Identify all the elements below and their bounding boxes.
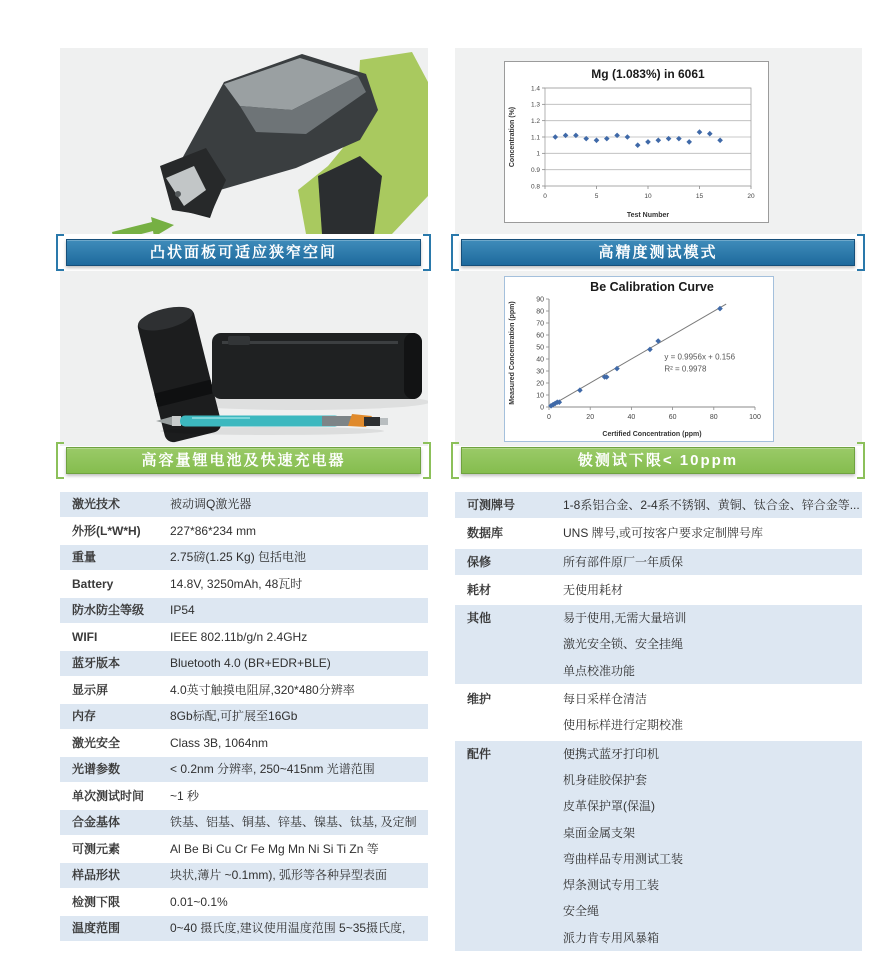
banner-bar: [461, 447, 855, 474]
spec-row: [60, 731, 428, 756]
svg-text:20: 20: [586, 414, 595, 421]
spec-group: [455, 686, 862, 739]
spec-label: 温度范围: [72, 921, 121, 935]
spec-row: [60, 863, 428, 888]
spec-label: 激光安全: [72, 735, 121, 750]
spec-label: 显示屏: [72, 682, 109, 697]
svg-text:Be Calibration Curve: Be Calibration Curve: [590, 280, 714, 294]
spec-value: 14.8V, 3250mAh, 48瓦时: [170, 576, 303, 591]
svg-text:60: 60: [668, 414, 677, 421]
spec-row: [60, 572, 428, 597]
spec-value: IP54: [170, 603, 195, 617]
svg-text:Certified Concentration (ppm): Certified Concentration (ppm): [602, 431, 702, 438]
bracket-right-icon: [423, 234, 431, 271]
spec-value: 激光安全锁、安全挂绳: [563, 637, 684, 652]
spec-value: 被动调Q激光器: [170, 497, 252, 511]
spec-value: Al Be Bi Cu Cr Fe Mg Mn Ni Si Ti Zn 等: [170, 841, 379, 856]
spec-label: 合金基体: [72, 815, 121, 829]
spec-value: 块状,薄片 ~0.1mm), 弧形等各种异型表面: [170, 868, 388, 882]
svg-text:1.3: 1.3: [530, 101, 540, 109]
spec-group: [455, 741, 862, 951]
bracket-left-icon: [451, 442, 459, 479]
svg-text:R² = 0.9978: R² = 0.9978: [664, 364, 707, 374]
spec-value: 4.0英寸触摸电阻屏,320*480分辨率: [170, 682, 355, 697]
spec-value: 无使用耗材: [563, 582, 624, 597]
bracket-right-icon: [423, 442, 431, 479]
spec-value: 2.75磅(1.25 Kg) 包括电池: [170, 550, 307, 564]
spec-label: 重量: [72, 550, 97, 564]
svg-text:1: 1: [536, 150, 540, 158]
spec-label: 样品形状: [72, 868, 121, 882]
spec-label: 其他: [467, 611, 492, 626]
battery-illustration: [60, 271, 428, 446]
spec-label: WIFI: [72, 629, 98, 644]
spec-value: 机身硅胶保护套: [563, 772, 648, 787]
spec-value: IEEE 802.11b/g/n 2.4GHz: [170, 629, 308, 644]
spec-label: 检测下限: [72, 894, 121, 909]
spec-row: [60, 757, 428, 782]
spec-value: 1-8系铝合金、2-4系不锈钢、黄铜、钛合金、锌合金等...: [563, 498, 860, 512]
spec-label: 数据库: [467, 526, 504, 541]
mg-repeatability-chart: [504, 61, 769, 223]
banner-battery-charger: [56, 444, 431, 477]
svg-text:20: 20: [747, 193, 755, 200]
spec-value: 铁基、铝基、铜基、锌基、镍基、钛基, 及定制: [170, 815, 417, 829]
spec-lines: [563, 741, 862, 951]
spec-value: 焊条测试专用工装: [563, 878, 660, 893]
spec-lines: [563, 520, 862, 546]
banner-label: 铍测试下限< 10ppm: [577, 452, 739, 469]
spec-label: 蓝牙版本: [72, 656, 121, 670]
spec-row: [60, 625, 428, 650]
svg-text:60: 60: [536, 332, 544, 340]
spec-label: 外形(L*W*H): [72, 523, 141, 538]
spec-lines: [563, 686, 862, 739]
svg-text:0: 0: [540, 404, 544, 412]
svg-text:0: 0: [543, 193, 547, 200]
spec-value: 0.01~0.1%: [170, 894, 228, 909]
spec-row: [60, 784, 428, 809]
bracket-left-icon: [56, 442, 64, 479]
spec-lines: [563, 605, 862, 684]
svg-text:15: 15: [695, 193, 704, 200]
spec-label: Battery: [72, 576, 114, 591]
svg-text:40: 40: [536, 356, 544, 364]
spec-row: [60, 519, 428, 544]
spec-value: 易于使用,无需大量培训: [563, 611, 687, 626]
banner-label: 高容量锂电池及快速充电器: [141, 452, 346, 469]
spec-label: 可测牌号: [467, 498, 516, 512]
spec-value: < 0.2nm 分辨率, 250~415nm 光谱范围: [170, 762, 375, 776]
analyzer-illustration: [60, 48, 428, 234]
spec-label: 内存: [72, 709, 97, 723]
svg-text:90: 90: [536, 296, 544, 304]
spec-value: 单点校准功能: [563, 663, 636, 678]
spec-value: 安全绳: [563, 904, 600, 919]
spec-value: 使用标样进行定期校准: [563, 718, 684, 733]
svg-text:20: 20: [536, 380, 544, 388]
svg-text:1.2: 1.2: [530, 117, 540, 125]
spec-label: 配件: [467, 746, 492, 761]
svg-text:40: 40: [627, 414, 636, 421]
banner-bar: [66, 239, 421, 266]
be-calibration-chart: [504, 276, 774, 442]
bracket-right-icon: [857, 442, 865, 479]
bracket-right-icon: [857, 234, 865, 271]
spec-table-right: [455, 492, 862, 953]
spec-group: [455, 492, 862, 518]
svg-text:1.4: 1.4: [530, 85, 540, 93]
spec-value: 派力肯专用风暴箱: [563, 930, 660, 945]
spec-value: 便携式蓝牙打印机: [563, 746, 660, 761]
spec-value: 弯曲样品专用测试工装: [563, 851, 684, 866]
bracket-left-icon: [451, 234, 459, 271]
spec-value: 0~40 摄氏度,建议使用温度范围 5~35摄氏度,: [170, 921, 406, 935]
svg-text:50: 50: [536, 344, 544, 352]
svg-text:Concentration (%): Concentration (%): [509, 106, 516, 168]
svg-text:0.8: 0.8: [530, 183, 540, 191]
banner-convex-panel: [56, 236, 431, 269]
svg-text:5: 5: [594, 193, 599, 200]
spec-row: [60, 890, 428, 915]
svg-text:30: 30: [536, 368, 544, 376]
svg-text:Test Number: Test Number: [626, 212, 670, 219]
spec-lines: [563, 549, 862, 575]
spec-label: 可测元素: [72, 841, 121, 856]
spec-label: 耗材: [467, 582, 492, 597]
spec-value: Bluetooth 4.0 (BR+EDR+BLE): [170, 656, 331, 670]
banner-precision-mode: [451, 236, 865, 269]
spec-value: ~1 秒: [170, 788, 200, 803]
spec-label: 光谱参数: [72, 762, 121, 776]
spec-table-left: [60, 492, 428, 943]
banner-beryllium-limit: [451, 444, 865, 477]
svg-text:70: 70: [536, 320, 544, 328]
svg-text:80: 80: [536, 308, 544, 316]
svg-text:Measured Concentration (ppm): Measured Concentration (ppm): [509, 301, 516, 405]
spec-row: [60, 651, 428, 676]
spec-value: UNS 牌号,或可按客户要求定制牌号库: [563, 526, 764, 541]
spec-label: 维护: [467, 692, 492, 707]
spec-row: [60, 837, 428, 862]
mg-chart-card: [455, 48, 862, 234]
spec-row: [60, 916, 428, 941]
spec-group: [455, 605, 862, 684]
spec-row: [60, 704, 428, 729]
banner-label: 高精度测试模式: [598, 244, 718, 261]
battery-photo: [60, 271, 428, 446]
spec-group: [455, 577, 862, 603]
banner-bar: [66, 447, 421, 474]
svg-text:80: 80: [709, 414, 718, 421]
spec-label: 防水防尘等级: [72, 603, 145, 617]
spec-label: 激光技术: [72, 497, 121, 511]
spec-value: 皮革保护罩(保温): [563, 799, 655, 814]
svg-text:Mg (1.083%) in 6061: Mg (1.083%) in 6061: [591, 67, 705, 81]
svg-text:10: 10: [536, 392, 544, 400]
spec-value: 每日采样仓清洁: [563, 692, 648, 707]
spec-group: [455, 520, 862, 546]
spec-value: 8Gb标配,可扩展至16Gb: [170, 709, 298, 723]
spec-row: [60, 678, 428, 703]
be-chart-card: [455, 271, 862, 446]
svg-text:0.9: 0.9: [530, 166, 540, 174]
spec-row: [60, 810, 428, 835]
spec-lines: [563, 577, 862, 603]
svg-text:10: 10: [644, 193, 652, 200]
spec-lines: [563, 492, 862, 518]
svg-text:y = 0.9956x + 0.156: y = 0.9956x + 0.156: [664, 352, 736, 362]
spec-value: 所有部件原厂一年质保: [563, 554, 684, 569]
spec-value: Class 3B, 1064nm: [170, 735, 269, 750]
spec-value: 桌面金属支架: [563, 825, 636, 840]
analyzer-photo: [60, 48, 428, 234]
banner-label: 凸状面板可适应狭窄空间: [149, 244, 337, 261]
spec-row: [60, 545, 428, 570]
spec-row: [60, 492, 428, 517]
svg-text:0: 0: [547, 414, 551, 421]
spec-row: [60, 598, 428, 623]
spec-label: 单次测试时间: [72, 788, 145, 803]
svg-text:100: 100: [749, 414, 761, 421]
svg-text:1.1: 1.1: [530, 134, 540, 142]
spec-group: [455, 549, 862, 575]
bracket-left-icon: [56, 234, 64, 271]
spec-label: 保修: [467, 554, 492, 569]
spec-value: 227*86*234 mm: [170, 523, 257, 538]
banner-bar: [461, 239, 855, 266]
